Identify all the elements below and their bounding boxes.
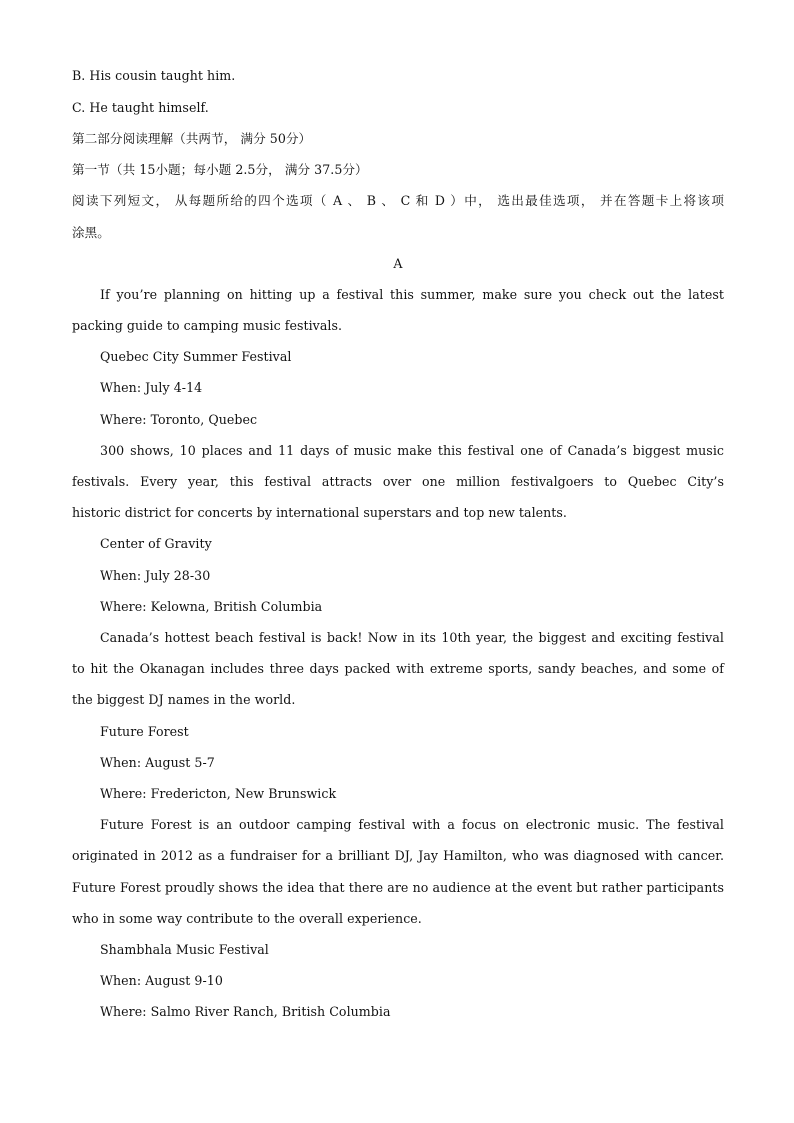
festival-where: Where: Kelowna, British Columbia xyxy=(100,599,323,614)
festival-where: Where: Salmo River Ranch, British Columbia xyxy=(100,1004,391,1019)
festival-where: Where: Toronto, Quebec xyxy=(100,412,258,427)
festival-desc-line: festivals. Every year, this festival attracts over one million festivalgoers to Quebec City’s xyxy=(72,474,724,489)
festival-name: Shambhala Music Festival xyxy=(100,942,269,957)
festival-desc-line: originated in 2012 as a fundraiser for a brilliant DJ, Jay Hamilton, who was diagnosed with cancer. xyxy=(72,848,724,863)
option-c: C. He taught himself. xyxy=(72,100,209,115)
instructions-line-2: 涂黑。 xyxy=(72,225,110,240)
festival-desc-line: 300 shows, 10 places and 11 days of music make this festival one of Canada’s biggest music xyxy=(100,443,724,458)
festival-desc-line: to hit the Okanagan includes three days packed with extreme sports, sandy beaches, and some of xyxy=(72,661,724,676)
festival-desc-line: historic district for concerts by international superstars and top new talents. xyxy=(72,505,567,520)
instructions-line-1: 阅读下列短文， 从每题所给的四个选项（ A 、 B 、 C 和 D ）中， 选出最佳选项， 并在答题卡上将该项 xyxy=(72,193,724,208)
festival-desc-line: who in some way contribute to the overall experience. xyxy=(72,911,422,926)
subsection-title: 第一节（共 15小题；每小题 2.5分， 满分 37.5分） xyxy=(72,162,368,177)
passage-label: A xyxy=(393,256,403,271)
festival-desc-line: Future Forest is an outdoor camping festival with a focus on electronic music. The festival xyxy=(100,817,724,832)
festival-name: Center of Gravity xyxy=(100,536,212,551)
festival-when: When: July 28-30 xyxy=(100,568,211,583)
festival-where: Where: Fredericton, New Brunswick xyxy=(100,786,337,801)
option-b: B. His cousin taught him. xyxy=(72,68,236,83)
festival-when: When: August 5-7 xyxy=(100,755,215,770)
intro-line-2: packing guide to camping music festivals. xyxy=(72,318,343,333)
festival-desc-line: Future Forest proudly shows the idea that there are no audience at the event but rather participants xyxy=(72,880,724,895)
festival-name: Quebec City Summer Festival xyxy=(100,349,292,364)
festival-when: When: July 4-14 xyxy=(100,380,203,395)
festival-name: Future Forest xyxy=(100,724,189,739)
festival-desc-line: the biggest DJ names in the world. xyxy=(72,692,296,707)
festival-when: When: August 9-10 xyxy=(100,973,223,988)
intro-line-1: If you’re planning on hitting up a festival this summer, make sure you check out the latest xyxy=(100,287,724,302)
festival-desc-line: Canada’s hottest beach festival is back! Now in its 10th year, the biggest and exciting festival xyxy=(100,630,724,645)
part-title: 第二部分阅读理解（共两节， 满分 50分） xyxy=(72,131,312,146)
